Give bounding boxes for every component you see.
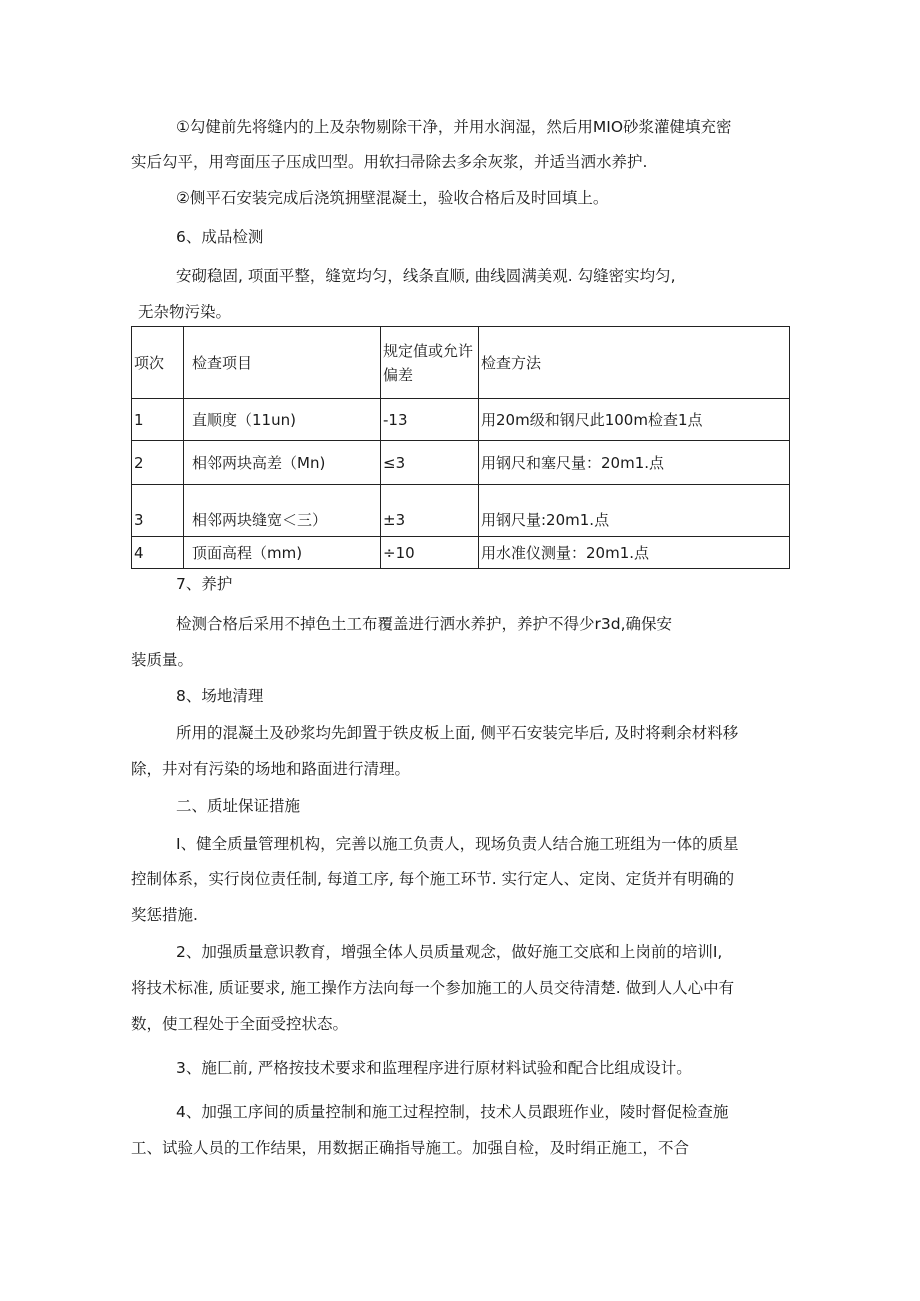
section-heading: 二、质址保证措施 [176,797,301,815]
table-cell: 3 [132,485,184,537]
table-cell: 用20m级和钢尺此100m检查1点 [479,399,790,441]
table-cell: 1 [132,399,184,441]
section-heading: 7、养护 [176,575,233,593]
table-cell: 相邻两块缝宽＜三） [184,485,381,537]
paragraph-line: ②侧平石安装完成后浇筑拥壁混凝土，验收合格后及时回填上。 [176,189,609,207]
table-header-cell: 检查项目 [184,327,381,399]
paragraph-line: 将技术标准, 质证要求, 施工操作方法向每一个参加施工的人员交待清楚. 做到人人心中有 [131,979,735,997]
table-cell: 直顺度（11un) [184,399,381,441]
table-header-cell: 检查方法 [479,327,790,399]
paragraph-line: 安砌稳固, 项面平整，缝宽均匀，线条直顺, 曲线圆满美观. 勾缝密实均匀, [176,267,676,285]
table-cell: 4 [132,537,184,569]
paragraph-line: 数，使工程处于全面受控状态。 [131,1015,349,1033]
table-cell: 2 [132,441,184,485]
table-cell: ±3 [381,485,479,537]
table-cell: 相邻两块高差（Mn) [184,441,381,485]
table-header-row [132,327,790,399]
section-heading: 6、成品检测 [176,228,264,246]
table-cell: -13 [381,399,479,441]
table-cell: 顶面高程（mm) [184,537,381,569]
table-row [132,441,790,485]
inspection-table [131,326,790,569]
paragraph-line: 所用的混凝土及砂浆均先卸置于铁皮板上面, 侧平石安装完毕后, 及时将剩余材料移 [176,724,739,742]
paragraph-line: 2、加强质量意识教育，增强全体人员质量观念，做好施工交底和上岗前的培训I, [176,943,723,961]
table-header-cell: 规定值或允许偏差 [381,327,479,399]
table-header-cell: 项次 [132,327,184,399]
table-cell: 用钢尺量:20m1.点 [479,485,790,537]
table-row [132,399,790,441]
paragraph-line: 无杂物污染。 [138,303,232,321]
paragraph-line: 实后勾平，用弯面压子压成凹型。用软扫帚除去多余灰浆，并适当洒水养护. [131,153,648,171]
table-row [132,537,790,569]
table-cell: 用钢尺和塞尺量：20m1.点 [479,441,790,485]
paragraph-line: 装质量。 [131,651,194,669]
paragraph-line: 控制体系，实行岗位责任制, 每道工序, 每个施工环节. 实行定人、定岗、定货并有明确的 [131,870,735,888]
table-row [132,485,790,537]
paragraph-line: 检测合格后采用不掉色土工布覆盖进行洒水养护，养护不得少r3d,确保安 [176,615,673,633]
paragraph-line: ①勾健前先将缝内的上及杂物剔除干净，并用水润湿，然后用MIO砂浆灌健填充密 [176,118,732,136]
table-cell: ÷10 [381,537,479,569]
paragraph-line: 除，井对有污染的场地和路面进行清理。 [131,760,411,778]
paragraph-line: 3、施匚前, 严格按技术要求和监理程序进行原材料试验和配合比组成设计。 [176,1059,692,1077]
paragraph-line: I、健全质量管理机构，完善以施工负责人，现场负责人结合施工班组为一体的质星 [176,835,739,853]
paragraph-line: 工、试验人员的工作结果，用数据正确指导施工。加强自检，及时绢正施工，不合 [131,1139,690,1157]
table-cell: ≤3 [381,441,479,485]
paragraph-line: 4、加强工序间的质量控制和施工过程控制，技术人员跟班作业，陵时督促检查施 [176,1103,729,1121]
section-heading: 8、场地清理 [176,687,264,705]
table-cell: 用水准仪测量：20m1.点 [479,537,790,569]
paragraph-line: 奖惩措施. [131,906,198,924]
